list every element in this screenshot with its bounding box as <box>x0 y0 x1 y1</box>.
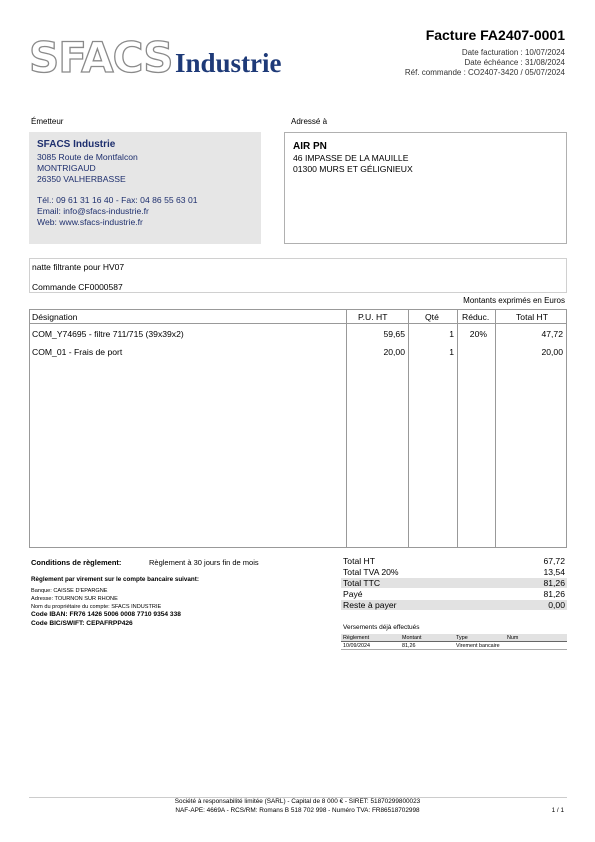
payments-header-type: Type <box>456 635 468 641</box>
payment-date: 10/09/2024 <box>343 643 370 649</box>
note-line-1: natte filtrante pour HV07 <box>32 262 125 272</box>
invoice-title: Facture FA2407-0001 <box>425 27 565 43</box>
payment-type: Virement bancaire <box>456 643 500 649</box>
row-unit-price: 59,65 <box>383 329 405 339</box>
page-number: 1 / 1 <box>551 807 564 814</box>
total-row <box>341 556 567 567</box>
row-total: 20,00 <box>541 347 563 357</box>
emitter-box <box>29 132 261 244</box>
invoice-date: Date facturation : 10/07/2024 <box>461 48 565 57</box>
items-table-header <box>30 310 566 324</box>
total-label: Total TVA 20% <box>343 567 399 577</box>
note-line-2: Commande CF0000587 <box>32 282 123 292</box>
payment-amount: 81,26 <box>402 643 416 649</box>
payments-header-amount: Montant <box>402 635 422 641</box>
header-total: Total HT <box>516 312 548 322</box>
addressee-address-1: 46 IMPASSE DE LA MAUILLE <box>293 153 409 163</box>
row-quantity: 1 <box>449 347 454 357</box>
row-total: 47,72 <box>541 329 563 339</box>
payments-table <box>341 634 567 650</box>
table-row <box>30 327 566 341</box>
total-label: Payé <box>343 589 363 599</box>
payment-conditions-label: Conditions de règlement: <box>31 558 122 567</box>
addressee-name: AIR PN <box>293 141 327 152</box>
footer-legal-line-1: Société à responsabilité limitée (SARL) - Capital de 8 000 € - SIRET: 51870299800023 <box>174 798 421 805</box>
total-value: 81,26 <box>543 589 565 599</box>
addressee-box <box>284 132 567 244</box>
bank-name: Banque: CAISSE D'EPARGNE <box>31 588 108 594</box>
logo-industrie-text: Industrie <box>175 48 282 78</box>
logo-sfacs-text: SFACS <box>29 33 173 82</box>
emitter-address-2: MONTRIGAUD <box>37 163 96 174</box>
emitter-name: SFACS Industrie <box>37 139 116 150</box>
payment-conditions-value: Règlement à 30 jours fin de mois <box>149 558 259 567</box>
total-value: 13,54 <box>543 567 565 577</box>
total-row <box>341 589 567 600</box>
emitter-label: Émetteur <box>31 117 64 126</box>
addressee-label: Adressé à <box>291 117 328 126</box>
emitter-email: Email: info@sfacs-industrie.fr <box>37 205 149 216</box>
table-row <box>341 642 567 650</box>
emitter-web: Web: www.sfacs-industrie.fr <box>37 217 143 228</box>
total-label: Reste à payer <box>343 600 397 610</box>
payments-header <box>341 634 567 642</box>
bank-bic: Code BIC/SWIFT: CEPAFRPP426 <box>31 620 133 627</box>
due-date: Date échéance : 31/08/2024 <box>464 58 565 67</box>
row-designation: COM_01 - Frais de port <box>32 347 123 357</box>
payments-title: Versements déjà effectués <box>343 624 420 631</box>
header-discount: Réduc. <box>462 312 490 322</box>
emitter-address-3: 26350 VALHERBASSE <box>37 174 126 185</box>
items-table <box>29 309 567 548</box>
addressee-address-2: 01300 MURS ET GÉLIGNIEUX <box>293 164 413 175</box>
row-discount: 20% <box>469 329 487 339</box>
currency-note: Montants exprimés en Euros <box>463 296 565 305</box>
row-designation: COM_Y74695 - filtre 711/715 (39x39x2) <box>32 329 184 339</box>
payments-header-num: Num <box>507 635 519 641</box>
footer-legal-line-2: NAF-APE: 4669A - RCS/RM: Romans B 518 702 998 - Numéro TVA: FR86518702998 <box>175 807 420 814</box>
total-value: 0,00 <box>548 600 565 610</box>
bank-transfer-title: Règlement par virement sur le compte bancaire suivant: <box>31 576 199 583</box>
totals-table <box>341 556 567 611</box>
header-unit-price: P.U. HT <box>358 312 388 322</box>
bank-account-owner: Nom du propriétaire du compte: SFACS INDUSTRIE <box>31 604 162 610</box>
total-label: Total HT <box>343 556 375 566</box>
order-reference: Réf. commande : CO2407-3420 / 05/07/2024 <box>404 68 565 77</box>
row-unit-price: 20,00 <box>383 347 405 357</box>
total-row <box>341 600 567 611</box>
note-box <box>29 258 567 293</box>
header-quantity: Qté <box>425 312 439 322</box>
header-designation: Désignation <box>32 312 78 322</box>
payments-header-payment: Règlement <box>343 635 370 641</box>
emitter-address-1: 3085 Route de Montfalcon <box>37 152 138 162</box>
total-row <box>341 567 567 578</box>
table-row <box>30 345 566 359</box>
total-value: 81,26 <box>543 578 565 588</box>
total-label: Total TTC <box>343 578 381 588</box>
bank-iban: Code IBAN: FR76 1426 5006 0008 7710 9354 338 <box>31 611 181 618</box>
total-value: 67,72 <box>543 556 565 566</box>
bank-address: Adresse: TOURNON SUR RHONE <box>31 596 118 602</box>
company-logo <box>29 33 289 82</box>
emitter-phone: Tél.: 09 61 31 16 40 - Fax: 04 86 55 63 01 <box>37 194 198 205</box>
row-quantity: 1 <box>449 329 454 339</box>
total-row <box>341 578 567 589</box>
